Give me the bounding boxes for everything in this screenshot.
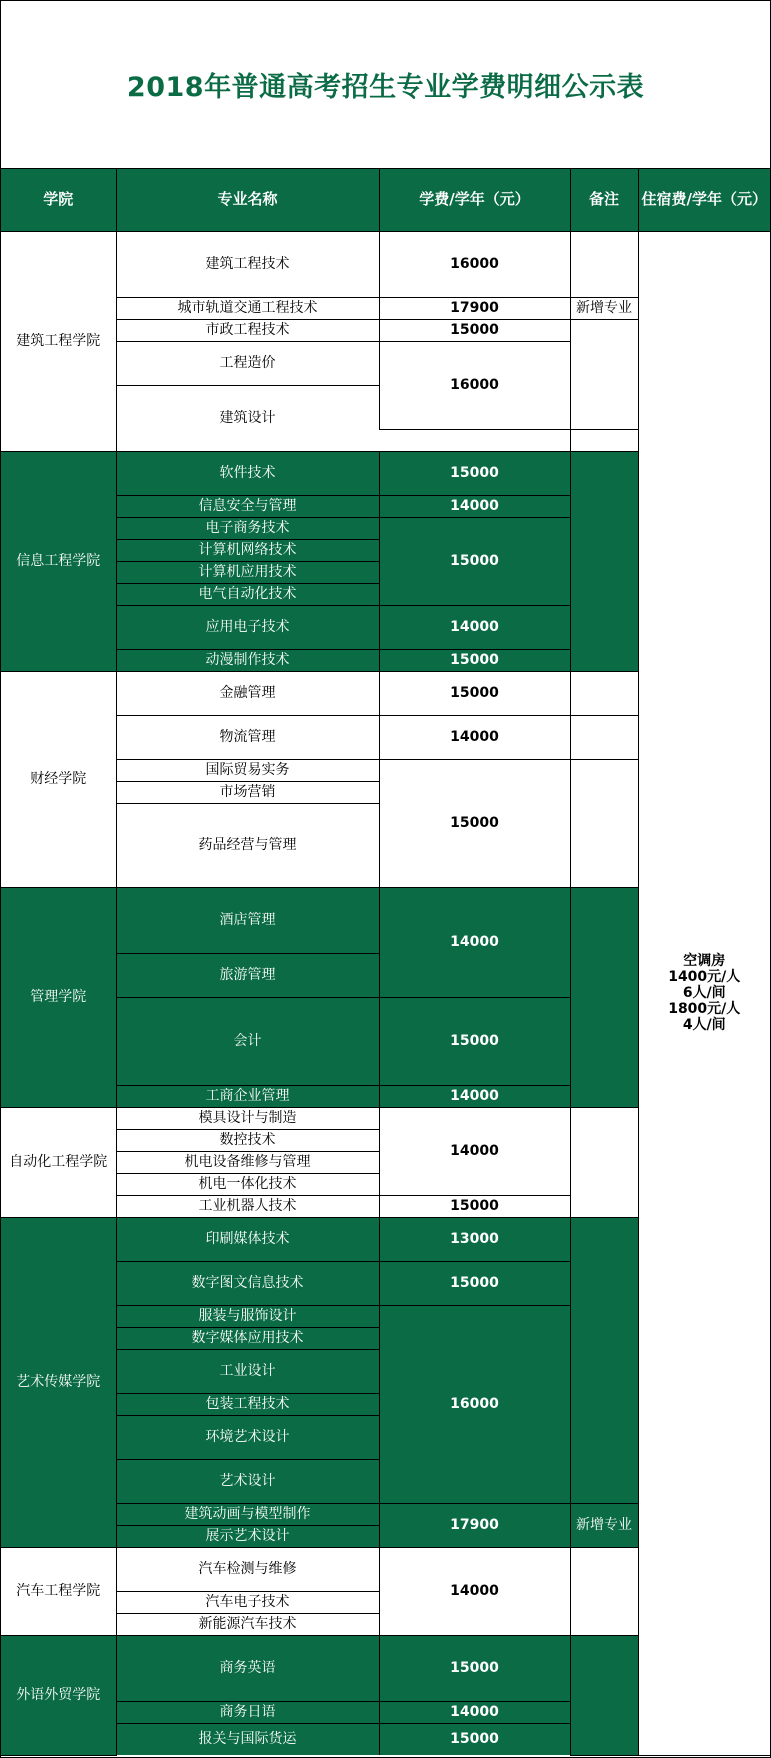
major-cell: 金融管理: [116, 671, 379, 715]
note-cell: [570, 1547, 638, 1635]
college-cell: 外语外贸学院: [1, 1635, 116, 1755]
major-cell: 工程造价: [116, 341, 379, 385]
table-row: [1, 231, 770, 297]
major-cell: 印刷媒体技术: [116, 1217, 379, 1261]
major-cell: 环境艺术设计: [116, 1415, 379, 1459]
fee-table: [1, 169, 770, 1756]
lodging-cell: [638, 231, 770, 1755]
major-cell: 报关与国际货运: [116, 1723, 379, 1755]
lodging-line: 6人/间: [682, 984, 726, 1001]
fee-cell: 16000: [379, 341, 570, 429]
major-cell: 建筑动画与模型制作: [116, 1503, 379, 1525]
lodging-line: 1400元/人: [668, 968, 741, 985]
note-cell: [570, 319, 638, 429]
major-cell: 服装与服饰设计: [116, 1305, 379, 1327]
note-cell: [570, 1107, 638, 1217]
note-cell: 新增专业: [570, 297, 638, 319]
header-major: 专业名称: [116, 169, 379, 231]
table-header-row: [1, 169, 770, 231]
major-cell: 数字媒体应用技术: [116, 1327, 379, 1349]
major-cell: 展示艺术设计: [116, 1525, 379, 1547]
note-cell: [570, 1217, 638, 1503]
major-cell: 电气自动化技术: [116, 583, 379, 605]
college-cell: 自动化工程学院: [1, 1107, 116, 1217]
fee-cell: 15000: [379, 759, 570, 887]
lodging-line: 空调房: [683, 952, 726, 969]
major-cell: 城市轨道交通工程技术: [116, 297, 379, 319]
page-title: 2018年普通高考招生专业学费明细公示表: [126, 72, 645, 103]
note-cell: 新增专业: [570, 1503, 638, 1547]
header-college: 学院: [1, 169, 116, 231]
college-cell: 汽车工程学院: [1, 1547, 116, 1635]
fee-cell: 14000: [379, 1085, 570, 1107]
major-cell: 工业设计: [116, 1349, 379, 1393]
college-cell: 艺术传媒学院: [1, 1217, 116, 1547]
major-cell: 应用电子技术: [116, 605, 379, 649]
major-cell: 市场营销: [116, 781, 379, 803]
fee-cell: 16000: [379, 231, 570, 297]
fee-cell: 15000: [379, 517, 570, 605]
major-cell: 计算机应用技术: [116, 561, 379, 583]
header-fee: 学费/学年（元）: [379, 169, 570, 231]
fee-cell: 17900: [379, 297, 570, 319]
major-cell: 会计: [116, 997, 379, 1085]
note-cell: [570, 887, 638, 1107]
fee-cell: 15000: [379, 319, 570, 341]
note-cell: [570, 429, 638, 451]
fee-cell: 15000: [379, 671, 570, 715]
major-cell: 汽车电子技术: [116, 1591, 379, 1613]
title-area: [1, 1, 770, 169]
major-cell: 机电设备维修与管理: [116, 1151, 379, 1173]
major-cell: 物流管理: [116, 715, 379, 759]
major-cell: 工业机器人技术: [116, 1195, 379, 1217]
major-cell: 商务日语: [116, 1701, 379, 1723]
fee-cell: 15000: [379, 1635, 570, 1701]
major-cell: 动漫制作技术: [116, 649, 379, 671]
major-cell: 商务英语: [116, 1635, 379, 1701]
fee-cell: 15000: [379, 1261, 570, 1305]
major-cell: 汽车检测与维修: [116, 1547, 379, 1591]
fee-cell: 14000: [379, 1701, 570, 1723]
major-cell: 机电一体化技术: [116, 1173, 379, 1195]
major-cell: 数控技术: [116, 1129, 379, 1151]
note-cell: [570, 231, 638, 297]
note-cell: [570, 451, 638, 671]
fee-cell: 14000: [379, 1547, 570, 1635]
fee-cell: 17900: [379, 1503, 570, 1547]
fee-cell: 14000: [379, 887, 570, 997]
fee-cell: 15000: [379, 997, 570, 1085]
fee-cell: 15000: [379, 649, 570, 671]
college-cell: 建筑工程学院: [1, 231, 116, 451]
major-cell: 市政工程技术: [116, 319, 379, 341]
fee-cell: 15000: [379, 1195, 570, 1217]
fee-cell: 14000: [379, 715, 570, 759]
note-cell: [570, 759, 638, 887]
fee-cell: 14000: [379, 1107, 570, 1195]
fee-cell: 16000: [379, 1305, 570, 1503]
major-cell: 工商企业管理: [116, 1085, 379, 1107]
major-cell: 国际贸易实务: [116, 759, 379, 781]
fee-cell: 13000: [379, 1217, 570, 1261]
note-cell: [570, 1635, 638, 1755]
major-cell: 酒店管理: [116, 887, 379, 953]
lodging-line: 1800元/人: [668, 1001, 741, 1018]
major-cell: 建筑工程技术: [116, 231, 379, 297]
header-lodging: 住宿费/学年（元）: [638, 169, 770, 231]
major-cell: 信息安全与管理: [116, 495, 379, 517]
major-cell: 数字图文信息技术: [116, 1261, 379, 1305]
fee-cell: 15000: [379, 1723, 570, 1755]
college-cell: 信息工程学院: [1, 451, 116, 671]
fee-cell: [379, 429, 570, 451]
major-cell: 软件技术: [116, 451, 379, 495]
major-cell: 艺术设计: [116, 1459, 379, 1503]
college-cell: 财经学院: [1, 671, 116, 887]
note-cell: [570, 715, 638, 759]
fee-cell: 15000: [379, 451, 570, 495]
fee-cell: 14000: [379, 495, 570, 517]
major-cell: 建筑设计: [116, 385, 379, 451]
major-cell: 新能源汽车技术: [116, 1613, 379, 1635]
major-cell: 旅游管理: [116, 953, 379, 997]
fee-cell: 14000: [379, 605, 570, 649]
major-cell: 计算机网络技术: [116, 539, 379, 561]
major-cell: 包装工程技术: [116, 1393, 379, 1415]
major-cell: 模具设计与制造: [116, 1107, 379, 1129]
major-cell: 电子商务技术: [116, 517, 379, 539]
college-cell: 管理学院: [1, 887, 116, 1107]
header-note: 备注: [570, 169, 638, 231]
major-cell: 药品经营与管理: [116, 803, 379, 887]
lodging-line: 4人/间: [682, 1017, 726, 1034]
note-cell: [570, 671, 638, 715]
